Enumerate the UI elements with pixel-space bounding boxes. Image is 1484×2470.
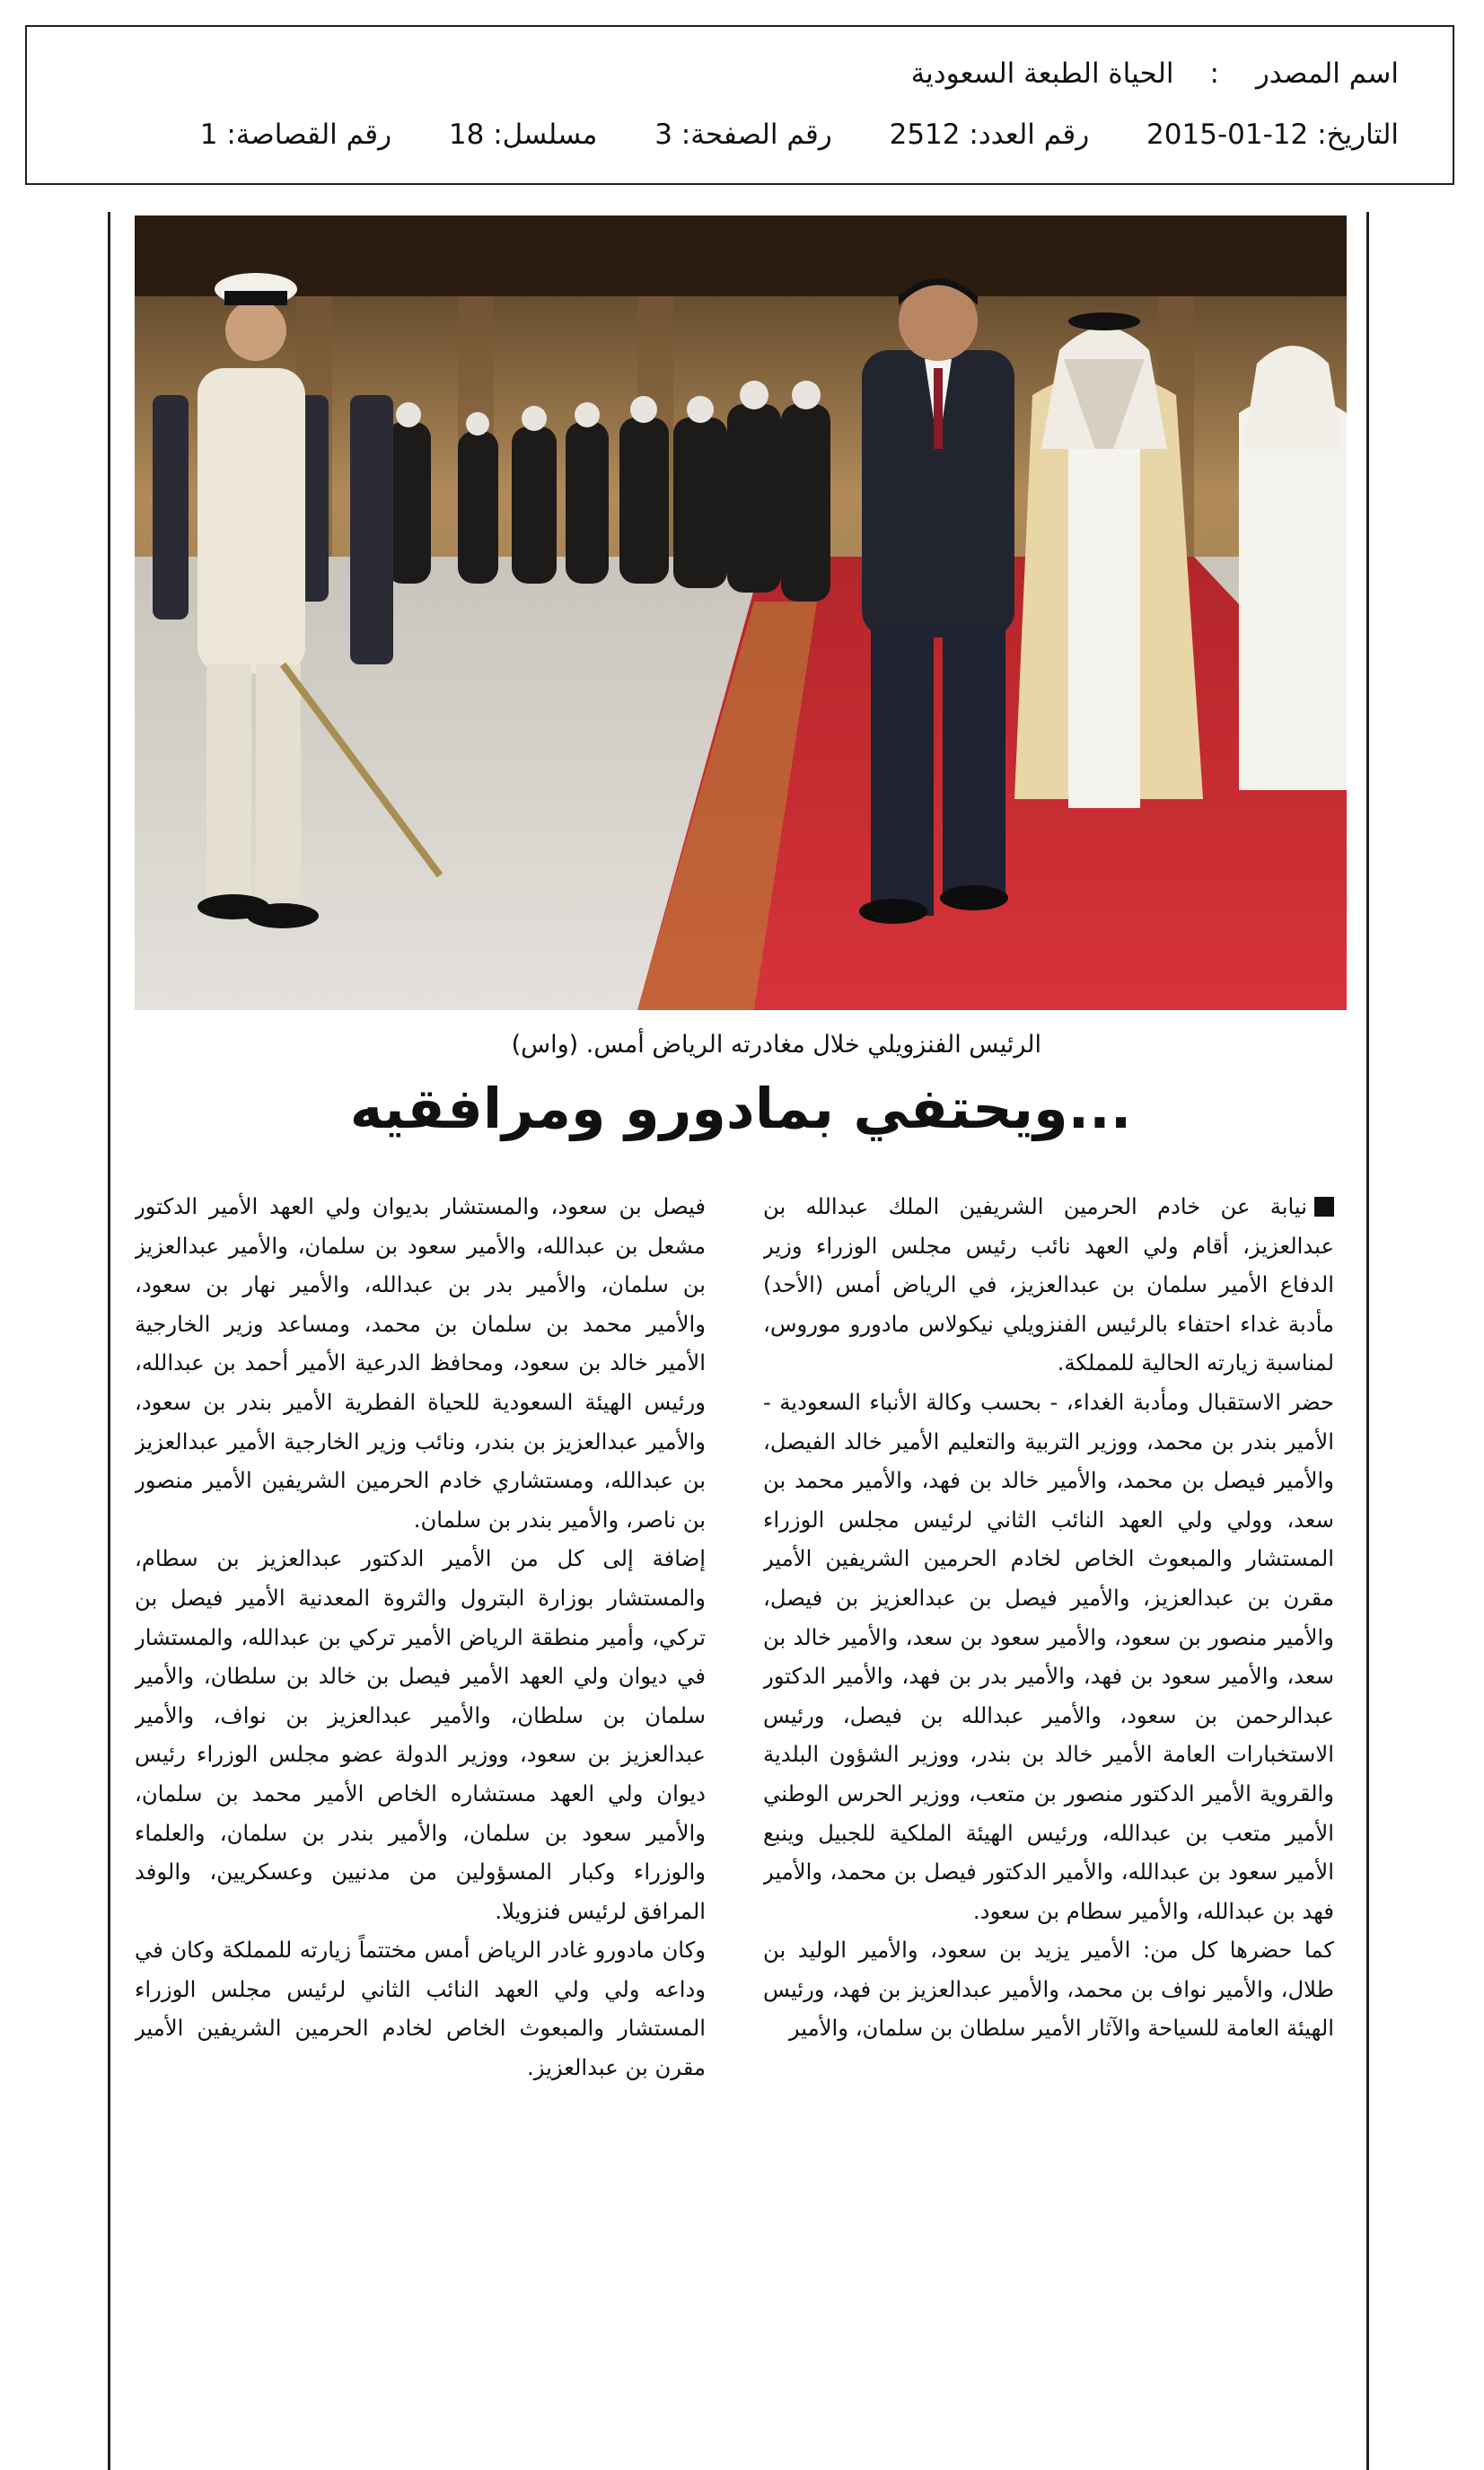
date-field: التاريخ: 12-01-2015 — [1146, 119, 1399, 151]
bullet-square-icon — [1314, 1197, 1334, 1217]
paragraph-4: فيصل بن سعود، والمستشار بديوان ولي العهد الأمير الدكتور مشعل بن عبدالله، والأمير سعود بن سلمان، والأمير عبدالعزيز بن سلمان، والأمير بدر بن عبدالله، والأمير نهار بن سعود، والأمير محمد بن سلمان بن محمد، ومساعد وزير الخارجية الأمير خالد بن سعود، ومحافظ الدرعية الأمير أحمد بن عبدالله، ورئيس الهيئة السعودية للحياة الفطرية الأمير بندر بن سعود، والأمير عبدالعزيز بن بندر، ونائب وزير الخارجية الأمير عبدالعزيز بن عبدالله، ومستشاري خادم الحرمين الشريفين الأمير منصور بن ناصر، والأمير بندر بن سلمان. — [135, 1193, 706, 1533]
photo-caption: الرئيس الفنزويلي خلال مغادرته الرياض أمس. (واس) — [511, 1031, 1041, 1059]
article-column-left — [135, 1187, 706, 2462]
paragraph-1-text: نيابة عن خادم الحرمين الشريفين الملك عبدالله بن عبدالعزيز، أقام ولي العهد نائب رئيس مجلس الوزراء وزير الدفاع الأمير سلمان بن عبدالعزيز، في الرياض أمس (الأحد) مأدبة غداء احتفاء بالرئيس الفنزويلي نيكولاس مادورو موروس، لمناسبة زيارته الحالية للمملكة. — [763, 1193, 1334, 1376]
paragraph-2: حضر الاستقبال ومأدبة الغداء، - بحسب وكالة الأنباء السعودية - الأمير بندر بن محمد، ووزير التربية والتعليم الأمير خالد الفيصل، والأمير فيصل بن محمد، والأمير خالد بن فهد، والأمير محمد بن سعد، وولي ولي العهد النائب الثاني لرئيس مجلس الوزراء المستشار والمبعوث الخاص لخادم الحرمين الشريفين الأمير مقرن بن عبدالعزيز، والأمير فيصل بن عبدالعزيز بن فيصل، والأمير منصور بن سعود، والأمير سعود بن سعد، والأمير خالد بن سعد، والأمير سعود بن فهد، والأمير بدر بن فهد، والأمير الدكتور عبدالرحمن بن سعود، والأمير عبدالله بن فيصل، ورئيس الاستخبارات العامة الأمير خالد بن بندر، ووزير الشؤون البلدية والقروية الأمير الدكتور منصور بن متعب، ووزير الحرس الوطني الأمير متعب بن عبدالله، ورئيس الهيئة الملكية للجبيل وينبع الأمير سعود بن عبدالله، والأمير الدكتور فيصل بن محمد، والأمير فهد بن عبدالله، والأمير سطام بن سعود. — [763, 1388, 1334, 1924]
article-column-right — [763, 1187, 1334, 2462]
paragraph-1 — [763, 1187, 1334, 1383]
right-column-rule — [1366, 212, 1369, 2470]
source-value: الحياة الطبعة السعودية — [910, 57, 1174, 90]
source-row — [911, 57, 1399, 90]
paragraph-5: إضافة إلى كل من الأمير الدكتور عبدالعزيز بن سطام، والمستشار بوزارة البترول والثروة المعدنية الأمير فيصل بن تركي، وأمير منطقة الرياض الأمير تركي بن عبدالله، والمستشار في ديوان ولي العهد الأمير فيصل بن خالد بن سلطان، والأمير سلمان بن سلطان، والأمير عبدالعزيز بن نواف، والأمير عبدالعزيز بن سعود، ووزير الدولة عضو مجلس الوزراء رئيس ديوان ولي العهد مستشاره الخاص الأمير محمد بن سلمان، والأمير سعود بن سلمان، والأمير بندر بن سلمان، والعلماء والوزراء وكبار المسؤولين من مدنيين وعسكريين، والوفد المرافق لرئيس فنزويلا. — [135, 1545, 706, 1924]
news-photo — [135, 215, 1347, 1010]
left-column-rule — [108, 212, 110, 2470]
page-field: رقم الصفحة: 3 — [654, 119, 832, 151]
meta-row — [152, 119, 1399, 151]
paragraph-3: كما حضرها كل من: الأمير يزيد بن سعود، والأمير الوليد بن طلال، والأمير نواف بن محمد، والأمير عبدالعزيز بن فهد، ورئيس الهيئة العامة للسياحة والآثار الأمير سلطان بن سلمان، والأمير — [763, 1937, 1334, 2042]
paragraph-6: وكان مادورو غادر الرياض أمس مختتماً زيارته للمملكة وكان في وداعه ولي ولي العهد النائب الثاني لرئيس مجلس الوزراء المستشار والمبعوث الخاص لخادم الحرمين الشريفين الأمير مقرن بن عبدالعزيز. — [135, 1937, 706, 2081]
serial-field: مسلسل: 18 — [448, 119, 598, 151]
issue-field: رقم العدد: 2512 — [889, 119, 1090, 151]
source-separator: : — [1209, 57, 1219, 90]
source-label: اسم المصدر — [1255, 57, 1399, 90]
source-info-box — [25, 25, 1454, 185]
article-headline: ...ويحتفي بمادورو ومرافقيه — [349, 1076, 1132, 1141]
clip-field: رقم القصاصة: 1 — [199, 119, 392, 151]
